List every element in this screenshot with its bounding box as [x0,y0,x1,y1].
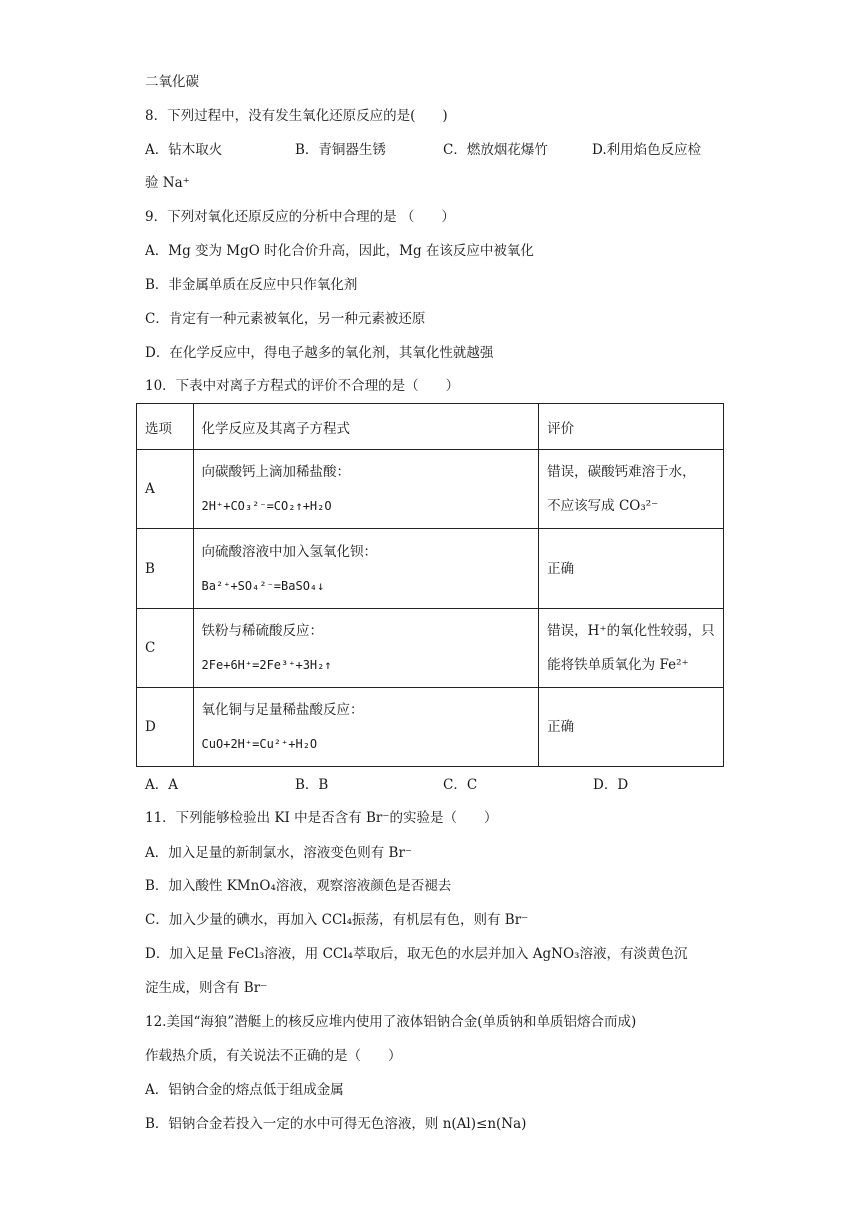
evaluation-line: 不应该写成 CO₃²⁻ [547,498,659,514]
ionic-equation: 2H⁺+CO₃²⁻=CO₂↑+H₂O [201,499,332,513]
row-option: D [137,688,194,767]
table-header-row [137,404,724,450]
evaluation-line: 能将铁单质氧化为 Fe²⁺ [547,657,689,673]
question-11: 11．下列能够检验出 KI 中是否含有 Br⁻的实验是（ ） [145,810,498,826]
q11-option-c: C．加入少量的碘水，再加入 CCl₄振荡，有机层有色，则有 Br⁻ [145,912,529,928]
q9-option-a: A．Mg 变为 MgO 时化合价升高，因此，Mg 在该反应中被氧化 [145,243,534,259]
header-evaluation: 评价 [539,404,724,450]
reaction-desc: 氧化铜与足量稀盐酸反应： [201,702,364,718]
table-row [137,609,724,688]
row-reaction [193,688,539,767]
row-evaluation [539,529,724,609]
question-9: 9．下列对氧化还原反应的分析中合理的是 （ ） [145,209,455,225]
question-10: 10．下表中对离子方程式的评价不合理的是（ ） [145,378,460,394]
q8-option-a: A．钻木取火 [145,142,223,158]
q11-option-a: A．加入足量的新制氯水，溶液变色则有 Br⁻ [145,845,413,861]
q10-option-a: A．A [145,777,178,793]
q9-option-b: B．非金属单质在反应中只作氧化剂 [145,277,358,293]
q12-option-b: B．铝钠合金若投入一定的水中可得无色溶液，则 n(Al)≤n(Na) [145,1116,527,1132]
row-evaluation [539,688,724,767]
header-option: 选项 [137,404,194,450]
header-reaction: 化学反应及其离子方程式 [193,404,539,450]
row-reaction [193,609,539,688]
q9-option-d: D．在化学反应中，得电子越多的氧化剂，其氧化性就越强 [145,345,494,361]
text-line: 二氧化碳 [145,74,199,90]
q12-option-a: A．铝钠合金的熔点低于组成金属 [145,1082,344,1098]
row-option: A [137,450,194,529]
q9-option-c: C．肯定有一种元素被氧化，另一种元素被还原 [145,311,426,327]
evaluation-line: 正确 [547,719,575,735]
evaluation-line: 错误，碳酸钙难溶于水， [547,464,696,480]
question-12-cont: 作载热介质，有关说法不正确的是（ ） [145,1048,402,1064]
table-row [137,529,724,609]
question-8: 8．下列过程中，没有发生氧化还原反应的是( ) [145,108,448,124]
table-row [137,450,724,529]
table-row [137,688,724,767]
ionic-equation: CuO+2H⁺=Cu²⁺+H₂O [201,737,318,751]
ionic-equation: 2Fe+6H⁺=2Fe³⁺+3H₂↑ [201,658,332,672]
q10-option-c: C．C [443,777,478,793]
q8-option-b: B．青铜器生锈 [295,142,386,158]
evaluation-line: 正确 [547,560,575,577]
evaluation-line: 错误，H⁺的氧化性较弱，只 [547,623,715,639]
q10-option-d: D．D [593,777,629,793]
q8-option-c: C．燃放烟花爆竹 [443,142,548,158]
row-reaction [193,529,539,609]
question-12: 12.美国“海狼”潜艇上的核反应堆内使用了液体铝钠合金(单质钠和单质铝熔合而成) [145,1014,637,1030]
reaction-desc: 向碳酸钙上滴加稀盐酸： [201,464,351,480]
q8-option-d: D.利用焰色反应检 [592,142,702,158]
q11-option-d-cont: 淀生成，则含有 Br⁻ [145,980,268,996]
row-evaluation [539,450,724,529]
reaction-desc: 铁粉与稀硫酸反应： [201,623,324,639]
row-reaction [193,450,539,529]
row-evaluation [539,609,724,688]
q10-option-b: B．B [295,777,329,793]
q11-option-d: D．加入足量 FeCl₃溶液，用 CCl₄萃取后，取无色的水层并加入 AgNO₃溶液，有淡黄色沉 [145,946,688,962]
q10-table [136,403,724,767]
row-option: B [137,529,194,609]
q8-option-d-cont: 验 Na⁺ [145,175,190,191]
ionic-equation: Ba²⁺+SO₄²⁻=BaSO₄↓ [201,578,325,593]
row-option: C [137,609,194,688]
q11-option-b: B．加入酸性 KMnO₄溶液，观察溶液颜色是否褪去 [145,878,452,894]
reaction-desc: 向硫酸溶液中加入氢氧化钡： [201,543,378,560]
